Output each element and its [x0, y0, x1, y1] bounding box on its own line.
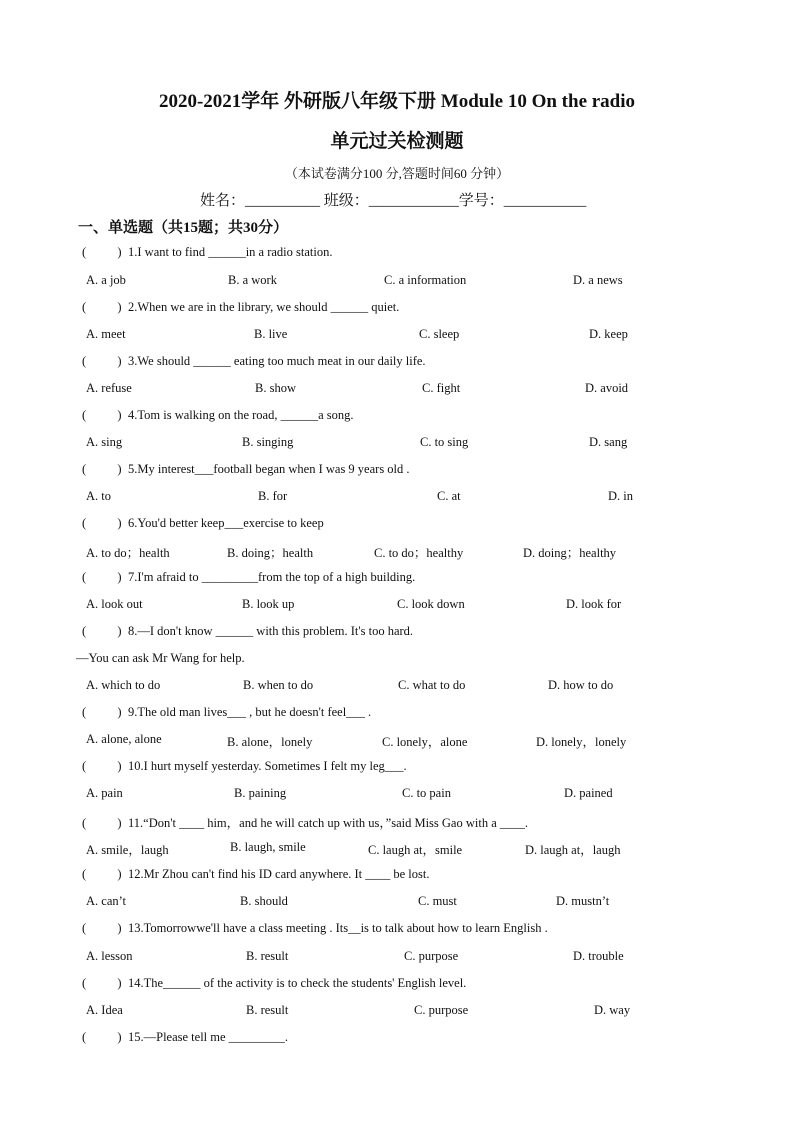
answer-blank[interactable]: ( ) [82, 624, 122, 638]
option-d[interactable]: D. keep [589, 327, 628, 341]
option-c[interactable]: C. to do；healthy [374, 546, 464, 560]
option-b[interactable]: B. singing [242, 435, 294, 449]
option-c[interactable]: C. purpose [414, 1003, 469, 1017]
answer-blank[interactable]: ( ) [82, 300, 122, 314]
option-c[interactable]: C. purpose [404, 949, 459, 963]
answer-blank[interactable]: ( ) [82, 245, 122, 259]
question-text: 12.Mr Zhou can't find his ID card anywhere. It ____ be lost. [128, 867, 430, 881]
question-text: 11.“Don't ____ him，and he will catch up with us，”said Miss Gao with a ____. [128, 816, 529, 830]
question-text: 5.My interest___football began when I was 9 years old . [128, 462, 410, 476]
answer-blank[interactable]: ( ) [82, 516, 122, 530]
option-d[interactable]: D. a news [573, 273, 623, 287]
option-d[interactable]: D. in [608, 489, 633, 503]
option-d[interactable]: D. doing；healthy [523, 546, 617, 560]
option-c[interactable]: C. a information [384, 273, 467, 287]
option-a[interactable]: A. pain [86, 786, 123, 800]
option-a[interactable]: A. a job [86, 273, 126, 287]
answer-blank[interactable]: ( ) [82, 462, 122, 476]
question-text: 9.The old man lives___ , but he doesn't feel___ . [128, 705, 372, 719]
option-b[interactable]: B. should [240, 894, 288, 908]
option-b[interactable]: B. alone，lonely [227, 735, 313, 749]
question-stem [82, 921, 548, 936]
option-d[interactable]: D. way [594, 1003, 631, 1017]
option-c[interactable]: C. lonely，alone [382, 735, 468, 749]
question-stem [82, 462, 410, 477]
option-a[interactable]: A. meet [86, 327, 126, 341]
question-stem [82, 354, 426, 369]
option-b[interactable]: B. laugh, smile [230, 840, 306, 854]
page-subtitle: 单元过关检测题 [330, 131, 464, 152]
option-c[interactable]: C. what to do [398, 678, 466, 692]
question-text: 6.You'd better keep___exercise to keep [128, 516, 324, 530]
section-title: 一、单选题（共15题；共30分） [78, 220, 289, 236]
option-c[interactable]: C. fight [422, 381, 461, 395]
option-c[interactable]: C. to pain [402, 786, 451, 800]
option-d[interactable]: D. pained [564, 786, 613, 800]
question-stem [82, 1030, 288, 1045]
answer-blank[interactable]: ( ) [82, 921, 122, 935]
question-text: 15.—Please tell me _________. [128, 1030, 289, 1044]
option-a[interactable]: A. alone, alone [86, 732, 162, 746]
option-b[interactable]: B. doing；health [227, 546, 314, 560]
answer-blank[interactable]: ( ) [82, 354, 122, 368]
option-b[interactable]: B. for [258, 489, 288, 503]
answer-blank[interactable]: ( ) [82, 408, 122, 422]
question-text: 7.I'm afraid to _________from the top of a high building. [128, 570, 416, 584]
question-text: 3.We should ______ eating too much meat in our daily life. [128, 354, 426, 368]
option-b[interactable]: B. live [254, 327, 288, 341]
option-c[interactable]: C. sleep [419, 327, 460, 341]
option-a[interactable]: A. smile，laugh [86, 843, 169, 857]
option-b[interactable]: B. when to do [243, 678, 314, 692]
option-a[interactable]: A. can’t [86, 894, 127, 908]
option-d[interactable]: D. look for [566, 597, 622, 611]
option-b[interactable]: B. result [246, 1003, 289, 1017]
question-stem [82, 813, 528, 831]
option-c[interactable]: C. must [418, 894, 457, 908]
question-stem [82, 705, 371, 720]
question-stem [82, 516, 324, 531]
option-d[interactable]: D. avoid [585, 381, 629, 395]
option-a[interactable]: A. lesson [86, 949, 133, 963]
question-stem [82, 976, 466, 991]
option-d[interactable]: D. lonely，lonely [536, 735, 627, 749]
answer-blank[interactable]: ( ) [82, 976, 122, 990]
page-title: 2020-2021学年 外研版八年级下册 Module 10 On the radio [158, 91, 636, 112]
question-text: 14.The______ of the activity is to check the students' English level. [128, 976, 467, 990]
answer-blank[interactable]: ( ) [82, 759, 122, 773]
answer-blank[interactable]: ( ) [82, 570, 122, 584]
question-text: 2.When we are in the library, we should ______ quiet. [128, 300, 400, 314]
question-stem [82, 624, 413, 639]
option-d[interactable]: D. trouble [573, 949, 624, 963]
answer-blank[interactable]: ( ) [82, 867, 122, 881]
option-a[interactable]: A. Idea [86, 1003, 123, 1017]
option-c[interactable]: C. at [437, 489, 461, 503]
question-stem [82, 867, 429, 882]
question-stem [82, 570, 415, 585]
student-info: 姓名：__________ 班级：____________学号：___________ [200, 193, 587, 209]
question-text: 4.Tom is walking on the road, ______a song. [128, 408, 354, 422]
answer-blank[interactable]: ( ) [82, 705, 122, 719]
exam-note: （本试卷满分100 分,答题时间60 分钟） [284, 166, 510, 181]
option-c[interactable]: C. to sing [420, 435, 469, 449]
answer-blank[interactable]: ( ) [82, 816, 122, 830]
option-c[interactable]: C. look down [397, 597, 465, 611]
question-stem [82, 245, 332, 260]
option-a[interactable]: A. refuse [86, 381, 132, 395]
option-d[interactable]: D. laugh at，laugh [525, 843, 621, 857]
option-a[interactable]: A. which to do [86, 678, 161, 692]
option-a[interactable]: A. to [86, 489, 111, 503]
answer-blank[interactable]: ( ) [82, 1030, 122, 1044]
question-text: 10.I hurt myself yesterday. Sometimes I felt my leg___. [128, 759, 407, 773]
option-a[interactable]: A. look out [86, 597, 143, 611]
question-stem [82, 759, 407, 774]
question-stem [82, 300, 399, 315]
question-text: 1.I want to find ______in a radio station. [128, 245, 333, 259]
question-text: 8.—I don't know ______ with this problem. It's too hard. [128, 624, 414, 638]
option-a[interactable]: A. sing [86, 435, 123, 449]
option-a[interactable]: A. to do；health [86, 546, 170, 560]
question-stem [82, 408, 354, 423]
option-d[interactable]: D. mustn’t [556, 894, 610, 908]
option-d[interactable]: D. how to do [548, 678, 614, 692]
question-dialogue-line: —You can ask Mr Wang for help. [76, 651, 245, 665]
question-text: 13.Tomorrowwe'll have a class meeting . Its__is to talk about how to learn English . [128, 921, 548, 935]
option-b[interactable]: B. result [246, 949, 289, 963]
option-b[interactable]: B. a work [228, 273, 277, 287]
option-b[interactable]: B. look up [242, 597, 295, 611]
option-b[interactable]: B. show [255, 381, 296, 395]
option-b[interactable]: B. paining [234, 786, 287, 800]
option-c[interactable]: C. laugh at，smile [368, 843, 463, 857]
option-d[interactable]: D. sang [589, 435, 628, 449]
